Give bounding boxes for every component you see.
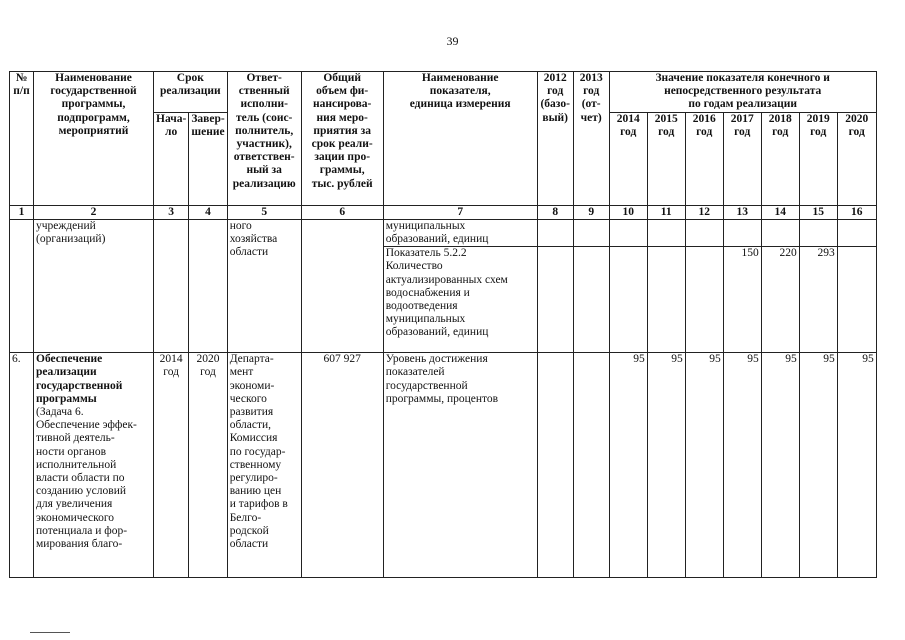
value-2016 [685,247,723,353]
header-values-group: Значение показателя конечного и непосредственного результата по годам реализации [609,72,876,113]
value-2014: 95 [609,353,647,578]
column-number: 6 [301,205,383,219]
column-numbers-row [10,205,877,219]
value-2018: 95 [761,353,799,578]
value-2019: 293 [799,247,837,353]
cont-executor: ного хозяйства области [227,219,301,352]
column-number: 16 [837,205,876,219]
value-2020: 95 [837,353,876,578]
header-2012: 2012 год (базо- вый) [537,72,573,206]
column-number: 15 [799,205,837,219]
scan-artifact [30,632,70,633]
header-term-end: Завер- шение [189,112,227,205]
cont-indicator-b: Показатель 5.2.2 Количество актуализированных схем водоснабжения и водоотведения муниципальных образований, единиц [383,247,537,353]
program-table [9,71,877,578]
column-number: 8 [537,205,573,219]
header-program-name: Наименование государственной программы, подпрограмм, мероприятий [34,72,154,206]
column-number: 5 [227,205,301,219]
value-2017: 150 [723,247,761,353]
header-year-2020: 2020 год [837,112,876,205]
header-2013: 2013 год (от- чет) [573,72,609,206]
header-year-2019: 2019 год [799,112,837,205]
header-funding: Общий объем фи- нансирова- ния меро- приятия за срок реали- зации про- граммы, тыс. рублей [301,72,383,206]
column-number: 12 [685,205,723,219]
header-num: № п/п [10,72,34,206]
header-indicator: Наименование показателя, единица измерения [383,72,537,206]
row6-start: 2014 год [154,353,189,578]
column-number: 1 [10,205,34,219]
header-row-1 [10,72,877,113]
column-number: 13 [723,205,761,219]
column-number: 9 [573,205,609,219]
header-year-2018: 2018 год [761,112,799,205]
value-2020 [837,247,876,353]
header-year-2015: 2015 год [647,112,685,205]
header-term: Срок реализации [154,72,228,113]
column-number: 11 [647,205,685,219]
value-2017: 95 [723,353,761,578]
cont-end-cell [189,219,227,352]
value-2014 [609,247,647,353]
cont-program-name: учреждений (организаций) [34,219,154,352]
table-row [10,219,877,246]
cont-start-cell [154,219,189,352]
table-row [10,353,877,578]
column-number: 7 [383,205,537,219]
column-number: 4 [189,205,227,219]
row6-executor: Департа- мент экономи- ческого развития области, Комиссия по государ- ственному регулиро- ванию цен и тарифов в Белго- родской области [227,353,301,578]
row6-program-name: Обеспечение реализации государственной программы (Задача 6. Обеспечение эффек- тивной деятель- ности органов исполнительной власти области по созданию условий для увеличения экономического потенциала и фор- мирования благо- [34,353,154,578]
header-term-start: Нача- ло [154,112,189,205]
value-2019: 95 [799,353,837,578]
value-2015 [647,247,685,353]
cont-num-cell [10,219,34,352]
header-year-2014: 2014 год [609,112,647,205]
cont-funding-cell [301,219,383,352]
row6-indicator: Уровень достижения показателей государственной программы, процентов [383,353,537,578]
page-number: 39 [446,34,459,48]
column-number: 14 [761,205,799,219]
header-executor: Ответ- ственный исполни- тель (соис- полнитель, участник), ответствен- ный за реализацию [227,72,301,206]
column-number: 3 [154,205,189,219]
cont-indicator-a: муниципальных образований, единиц [383,219,537,246]
header-year-2017: 2017 год [723,112,761,205]
row6-funding: 607 927 [301,353,383,578]
row6-end: 2020 год [189,353,227,578]
value-2018: 220 [761,247,799,353]
value-2016: 95 [685,353,723,578]
column-number: 2 [34,205,154,219]
column-number: 10 [609,205,647,219]
header-year-2016: 2016 год [685,112,723,205]
value-2015: 95 [647,353,685,578]
row6-num: 6. [10,353,34,578]
